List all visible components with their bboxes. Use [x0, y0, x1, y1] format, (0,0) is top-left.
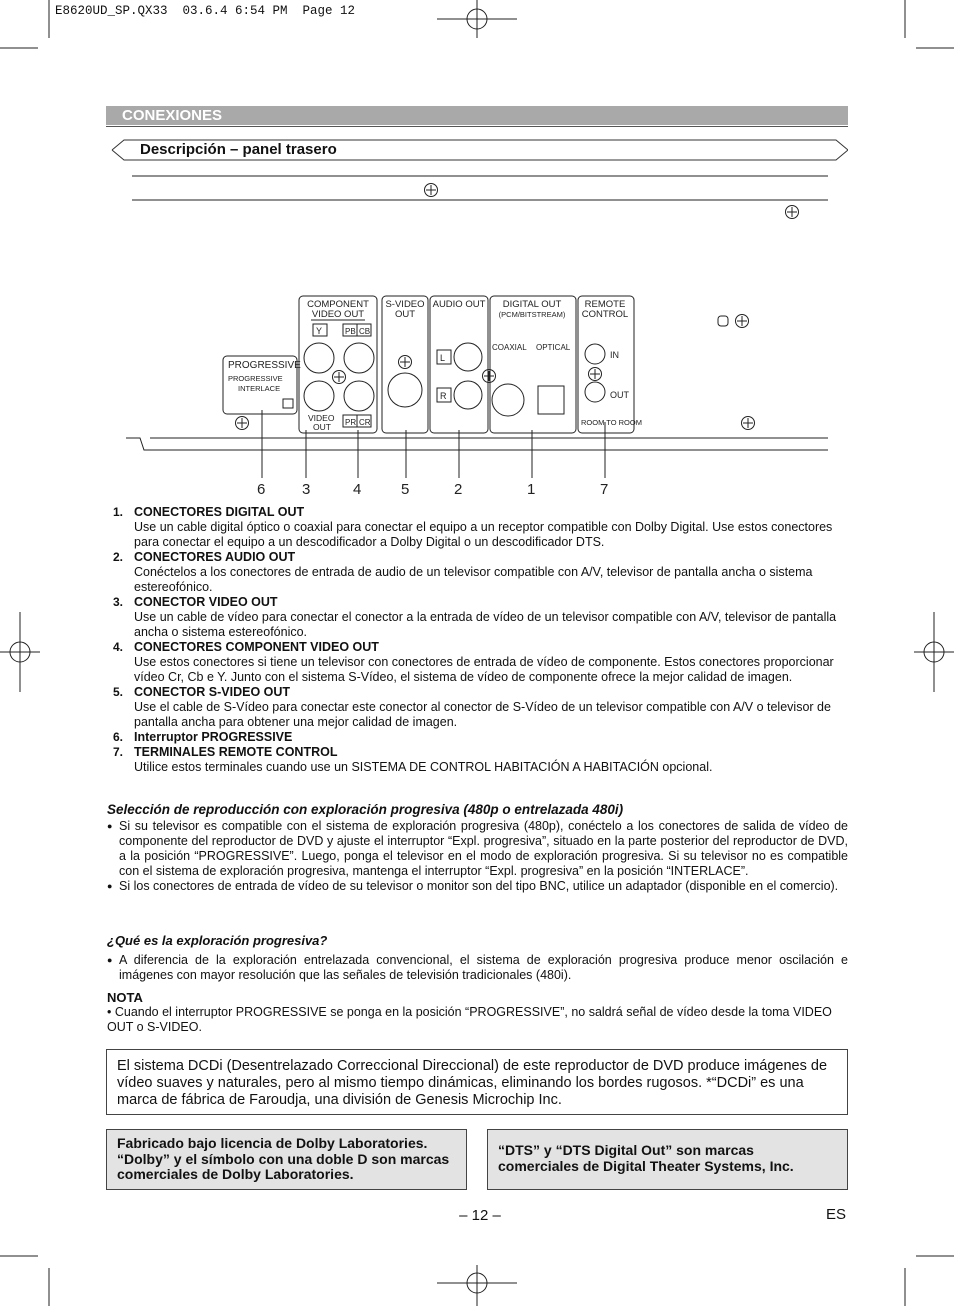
item-description: Use el cable de S-Vídeo para conectar este conector al conector de S-Vídeo de un televisor compatible con A/V o televisor de pantalla ancha para obtener una mejor calidad de imagen.: [134, 700, 831, 729]
callout-6: 6: [257, 481, 266, 498]
bullet-item: ● Si su televisor es compatible con el sistema de exploración progresiva (480p), conéctelo a los conectores de salida de vídeo de componente del reproductor de DVD y ajuste el interruptor “Expl. progresiva”, situado en la parte posterior del reproductor de DVD, a la posición “PROGRESSIVE”. Luego, ponga el televisor en el modo de exploración progresiva. Si su televisor no es compatible con el sistema de exploración progresiva, mantenga el interruptor “Expl. progresiva” en la posición “INTERLACE”.: [107, 819, 848, 879]
audio-out-label: AUDIO OUT: [432, 299, 486, 310]
dts-text: “DTS” y “DTS Digital Out” son marcas comerciales de Digital Theater Systems, Inc.: [498, 1142, 794, 1174]
screw-icon: [425, 184, 438, 197]
page-number: – 12 –: [459, 1207, 501, 1224]
section-title: CONEXIONES: [122, 107, 223, 124]
progressive-heading: Selección de reproducción con exploración progresiva (480p o entrelazada 480i): [107, 802, 624, 817]
section-bar: [106, 106, 848, 125]
print-slug: E8620UD_SP.QX33 03.6.4 6:54 PM Page 12: [55, 4, 356, 18]
comp-pb-label: PB: [345, 327, 356, 336]
dcdi-box: [106, 1049, 848, 1115]
callout-1: 1: [527, 481, 536, 498]
item-description: Use un cable digital óptico o coaxial para conectar el equipo a un receptor compatible con Dolby Digital. Use estos conectores para conectar el equipo a un descodificador a Dolby Digital o un descodificador DTS.: [134, 520, 833, 549]
section-underline: [106, 126, 848, 127]
language-code: ES: [826, 1206, 847, 1223]
component-label-2: VIDEO OUT: [311, 309, 365, 320]
subsection-title: Descripción – panel trasero: [140, 141, 337, 158]
remote-in-label: IN: [610, 350, 619, 360]
svideo-label: S-VIDEO: [385, 299, 425, 310]
list-item: [113, 640, 848, 685]
item-description: Utilice estos terminales cuando use un SISTEMA DE CONTROL HABITACIÓN A HABITACIÓN opcional.: [134, 760, 713, 774]
interlace-option: INTERLACE: [238, 384, 281, 393]
list-item: [113, 730, 848, 745]
progressive-section: [107, 802, 848, 894]
callout-2: 2: [454, 481, 463, 498]
item-description: Conéctelos a los conectores de entrada de audio de un televisor compatible con A/V, televisor de pantalla ancha o sistema estereofónico.: [134, 565, 813, 594]
item-description: Use un cable de vídeo para conectar el conector a la entrada de vídeo de un televisor compatible con A/V, televisor de pantalla ancha o sistema estereofónico.: [134, 610, 837, 639]
progressive-label: PROGRESSIVE: [228, 360, 301, 371]
bullet-item: ● Si los conectores de entrada de vídeo de su televisor o monitor son del tipo BNC, utilice un adaptador (disponible en el comercio).: [107, 879, 848, 894]
list-item: [113, 505, 848, 550]
what-heading: ¿Qué es la exploración progresiva?: [107, 933, 328, 948]
callout-4: 4: [353, 481, 362, 498]
progressive-option: PROGRESSIVE: [228, 374, 283, 383]
item-number: 1.: [113, 505, 124, 519]
audio-l-label: L: [440, 353, 446, 363]
list-item: [113, 685, 848, 730]
list-item: [113, 745, 848, 775]
item-number: 6.: [113, 730, 124, 744]
dcdi-text: El sistema DCDi (Desentrelazado Correccional Direccional) de este reproductor de DVD produce imágenes de vídeo suaves y naturales, pero al mismo tiempo dinámicas, eliminando los bordes rugosos. *“DCDi” es una marca de fábrica de Faroudja, una división de Genesis Microchip Inc.: [117, 1058, 828, 1108]
remote-out-label: OUT: [610, 390, 629, 400]
item-title: CONECTOR S-VIDEO OUT: [134, 685, 291, 699]
list-item: [113, 550, 848, 595]
video-out-label-2: OUT: [313, 422, 331, 432]
svideo-label-2: OUT: [394, 309, 416, 320]
dts-box: [487, 1129, 848, 1190]
audio-r-label: R: [440, 391, 447, 401]
item-number: 5.: [113, 685, 124, 699]
video-out-label: VIDEO: [308, 413, 335, 423]
rear-panel-diagram: [120, 170, 832, 500]
item-number: 7.: [113, 745, 124, 759]
callout-7: 7: [600, 481, 609, 498]
item-title: CONECTOR VIDEO OUT: [134, 595, 278, 609]
connector-list: [113, 505, 848, 775]
item-number: 3.: [113, 595, 124, 609]
note-text: • Cuando el interruptor PROGRESSIVE se ponga en la posición “PROGRESSIVE”, no saldrá señal de vídeo desde la toma VIDEO OUT o S-VIDEO.: [107, 1005, 832, 1034]
list-item: [113, 595, 848, 640]
item-description: Use estos conectores si tiene un televisor con conectores de entrada de vídeo de componente. Estos conectores proporcionar vídeo Cr, Cb e Y. Junto con el sistema S-Vídeo, el sistema de vídeo de componente ofrece la mejor calidad de imagen.: [134, 655, 834, 684]
room-to-room-label: ROOM TO ROOM: [581, 418, 642, 427]
item-title: Interruptor PROGRESSIVE: [134, 730, 293, 744]
coaxial-label: COAXIAL: [492, 343, 527, 352]
item-number: 2.: [113, 550, 124, 564]
remote-label-2: CONTROL: [581, 309, 629, 320]
comp-cr-label: CR: [359, 418, 371, 427]
comp-cb-label: CB: [359, 327, 371, 336]
what-section: [107, 933, 848, 983]
optical-label: OPTICAL: [536, 343, 571, 352]
subsection-header: [110, 139, 848, 161]
digital-out-label: DIGITAL OUT: [502, 299, 562, 310]
dolby-box: [106, 1129, 467, 1190]
comp-y-label: Y: [316, 326, 323, 336]
note-heading: NOTA: [107, 990, 143, 1005]
note-section: [107, 990, 848, 1035]
item-title: CONECTORES COMPONENT VIDEO OUT: [134, 640, 379, 654]
remote-label: REMOTE: [584, 299, 626, 310]
item-title: TERMINALES REMOTE CONTROL: [134, 745, 338, 759]
comp-pr-label: PR: [345, 418, 357, 427]
bullet-item: ● A diferencia de la exploración entrelazada convencional, el sistema de exploración progresiva produce menor oscilación e imágenes con mayor resolución que las señales de televisión tradicionales (480i).: [107, 953, 848, 983]
item-title: CONECTORES AUDIO OUT: [134, 550, 296, 564]
item-number: 4.: [113, 640, 124, 654]
callout-5: 5: [401, 481, 410, 498]
dolby-text: Fabricado bajo licencia de Dolby Laboratories. “Dolby” y el símbolo con una doble D son marcas comerciales de Dolby Laboratories.: [117, 1135, 450, 1182]
callout-3: 3: [302, 481, 311, 498]
item-title: CONECTORES DIGITAL OUT: [134, 505, 305, 519]
component-label: COMPONENT: [307, 299, 369, 310]
digital-out-label-2: (PCM/BITSTREAM): [498, 310, 566, 319]
